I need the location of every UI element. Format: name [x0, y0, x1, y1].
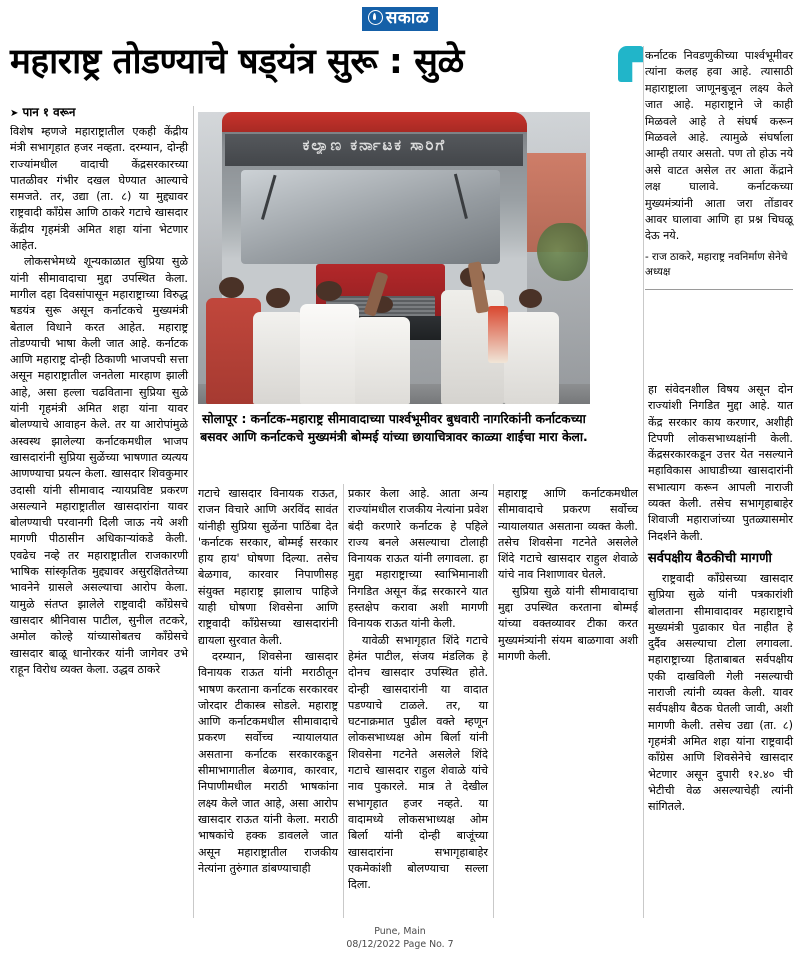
protester: [253, 285, 304, 404]
paragraph: प्रकार केला आहे. आता अन्य राज्यांमधील राजकीय नेत्यांना प्रवेश बंदी करणारे कर्नाटक हे पहिले राज्य बनले असल्याचा टोलाही विनायक राऊत यांनी लगावला. हा मुद्दा महाराष्ट्राच्या स्वाभिमानाशी निगडित असून केंद्र सरकारने यात हस्तक्षेप करावा अशी मागणी विनायक राऊत यांनी केली.: [348, 487, 488, 631]
column-divider: [193, 106, 194, 918]
masthead: [0, 0, 800, 30]
masthead-logo-text: सकाळ: [385, 8, 430, 28]
page-footer: [0, 926, 800, 951]
protester: [355, 292, 410, 404]
article-column-1: [10, 104, 188, 678]
article-column-5: [648, 382, 793, 815]
section-subheading: सर्वपक्षीय बैठकीची मागणी: [648, 550, 772, 566]
pull-quote-attribution: - राज ठाकरे, महाराष्ट्र नवनिर्माण सेनेचे अध्यक्ष: [645, 250, 788, 278]
protesters-crowd: [198, 235, 590, 404]
protester: [504, 285, 559, 404]
news-photo: [198, 112, 590, 404]
bus-roof-stripe: [222, 112, 528, 132]
article-column-2: [198, 486, 338, 877]
paragraph: राष्ट्रवादी काँग्रेसच्या खासदार सुप्रिया सुळे यांनी पत्रकारांशी बोलताना सीमावादावर महाराष्ट्राचे मुख्यमंत्री पुढाकार घेत नाहीत हे दुर्दैव असल्याचा टोला लगावला. महाराष्ट्राच्या हिताबाबत सर्वपक्षीय एकी दाखविली गेली नसल्याची नाराजी त्यांनी व्यक्त केली. यावर सर्वपक्षीय बैठक घेतली जावी, अशी मागणी केली. तसेच उद्या (ता. ८) गृहमंत्री अमित शहा यांना राष्ट्रवादी काँग्रेस आणि शिवसेनेचे खासदार भेटणार असून दुपारी १२.४० ची भेटीची वेळ असल्याचेही त्यांनी सांगितले.: [648, 571, 793, 814]
article-column-3: [348, 486, 488, 893]
photo-scene: [198, 112, 590, 404]
divider: [645, 289, 793, 290]
pull-quote-text: कर्नाटक निवडणुकीच्या पार्श्वभूमीवर त्यांना कलह हवा आहे. त्यासाठी महाराष्ट्राला जाणूनबुजून लक्ष्य केले जात आहे. महाराष्ट्राने जे काही मिळवले आहे ते संघर्ष करून मिळवले आहे. त्यामुळे संघर्षाला आम्ही तयार असतो. पण तो होऊ नये असे वाटत असेल तर आता केंद्राने लक्ष घालावे. कर्नाटकच्या मुख्यमंत्र्यांनी आता जरा तोंडावर आवर घालावा आणि हा प्रश्न चिघळू देऊ नये.: [645, 49, 793, 243]
column-divider: [493, 484, 494, 918]
bus-kannada-text: ಕಲ್ಯಾಣ ಕರ್ನಾಟಕ ಸಾರಿಗೆ: [302, 135, 447, 154]
quote-mark-icon: [618, 46, 644, 82]
article-column-4: [498, 486, 638, 665]
paragraph: महाराष्ट्र आणि कर्नाटकमधील सीमावादाचे प्रकरण सर्वोच्च न्यायालयात असताना व्यक्त केली. तसेच शिवसेना गटनेते असलेले शिंदे गटाचे खासदार राहुल शेवाळे यांचे नाव निशाणावर घेतले.: [498, 487, 638, 582]
chevron-right-icon: ➤: [10, 108, 19, 119]
jump-line-text: पान १ वरून: [22, 105, 76, 119]
water-drop-icon: [368, 10, 383, 25]
jump-line: [10, 104, 188, 122]
paragraph: विशेष म्हणजे महाराष्ट्रातील एकही केंद्रीय मंत्री सभागृहात हजर नव्हता. दरम्यान, दोन्ही राज्यांमधील वादाची केंद्रसरकारच्या पातळीवर गंभीर दखल घेण्यात आल्याचे समजते. तर, उद्या (ता. ८) या मुद्द्यावर राष्ट्रवादी काँग्रेस आणि ठाकरे गटाचे खासदार केंद्रीय गृहमंत्री अमित शहा यांना भेटणार आहेत.: [10, 125, 188, 253]
paragraph: सुप्रिया सुळे यांनी सीमावादाचा मुद्दा उपस्थित करताना बोम्मई यांच्या वक्तव्यावर टीका करत मुख्यमंत्र्यांनी संयम बाळगावा अशी मागणी केली.: [498, 584, 638, 663]
column-divider: [343, 484, 344, 918]
column-divider: [643, 46, 644, 918]
photo-caption: सोलापूर : कर्नाटक-महाराष्ट्र सीमावादाच्या पार्श्वभूमीवर बुधवारी नागरिकांनी कर्नाटकच्या बसवर आणि कर्नाटकचे मुख्यमंत्री बोम्मई यांच्या छायाचित्रावर काळ्या शाईचा मारा केला.: [200, 412, 588, 444]
sakal-logo: [362, 7, 438, 31]
paragraph: हा संवेदनशील विषय असून दोन राज्यांशी निगडित मुद्दा आहे. यात केंद्र सरकार काय करणार, अशीही टिपणी लोकसभाध्यक्षांनी केली. केंद्रसरकारकडून उत्तर येत नसल्याने महाविकास आघाडीच्या खासदारांनी सभात्याग करून आपली नाराजी व्यक्त केली. तसेच सभागृहाबाहेर शिवाजी महाराजांच्या पुतळ्यासमोर निदर्शने केली.: [648, 383, 793, 543]
footer-edition: Pune, Main: [374, 926, 426, 937]
saffron-scarf: [488, 306, 508, 364]
paragraph: गटाचे खासदार विनायक राऊत, राजन विचारे आणि अरविंद सावंत यांनीही सुप्रिया सुळेंना पाठिंबा देत 'कर्नाटक सरकार, बोम्मई सरकार हाय हाय' घोषणा दिल्या. तसेच बेळगाव, कारवार निपाणीसह संयुक्त महाराष्ट्र झालाच पाहिजे याही घोषणा शिवसेना आणि राष्ट्रवादी काँग्रेसच्या खासदारांनी द्यायला सुरवात केली.: [198, 487, 338, 647]
paragraph: दरम्यान, शिवसेना खासदार विनायक राऊत यांनी मराठीतून भाषण करताना कर्नाटक सरकारवर जोरदार टीकास्त्र सोडले. महाराष्ट्र आणि कर्नाटकमधील सीमावादाचे प्रकरण सर्वोच्च न्यायालयात असताना कर्नाटक सरकारकडून सीमाभागातील बेळगाव, कारवार, निपाणीमधील मराठी भाषकांना लक्ष्य केले जात आहे, असा आरोप खासदार राऊत यांनी केला. मराठी भाषकांचे हक्क डावलले जात असून महाराष्ट्रातील राजकीय नेत्यांना तुरुंगात डांबण्याचाही: [198, 649, 338, 875]
pull-quote-block: [645, 48, 793, 298]
paragraph: लोकसभेमध्ये शून्यकाळात सुप्रिया सुळे यांनी सीमावादाचा मुद्दा उपस्थित केला. मागील दहा दिवसांपासून महाराष्ट्राच्या विरुद्ध षडयंत्र सुरू असून कर्नाटकचे मुख्यमंत्री बेताल विधाने करत आहेत. महाराष्ट्र तोडण्याची भाषा केली जात आहे. कर्नाटक आणि महाराष्ट्र दोन्ही ठिकाणी भाजपची सत्ता असून महाराष्ट्रातील जनतेला मारहाण झाली आहे, असा हल्ला चढविताना सुप्रिया सुळे यांनी गृहमंत्री अमित शहा यांना यावर बोलण्याचे आवाहन केले. तर या आरोपांमुळे अस्वस्थ झालेल्या कर्नाटकमधील भाजप खासदारांनी सुप्रिया सुळेंच्या भाषणात व्यत्यय आणण्याचा प्रयत्न केला. खासदार शिवकुमार उदासी यांनी सीमावाद न्यायप्रविष्ट प्रकरण असल्याने महाराष्ट्रातील खासदारांना यावर बोलण्याची परवानगी दिली जाऊ नये अशी मागणी पीठासीन अधिकाऱ्यांकडे केली. एवढेच नव्हे तर महाराष्ट्रातील राजकारणी भाषिक सांस्कृतिक मुद्द्यावर असुरक्षिततेच्या भावनेने ग्रासले असल्याचा आरोप केला. यामुळे संतप्त झालेले राष्ट्रवादी काँग्रेसचे खासदार श्रीनिवास पाटील, सुनील तटकरे, अमोल कोल्हे यांच्यासोबतच काँग्रेसचे खासदार बाळू धानोरकर यांनी जागेवर उभे राहून विरोध व्यक्त केला. उद्धव ठाकरे: [10, 255, 188, 676]
protester: [300, 279, 359, 404]
paragraph: यावेळी सभागृहात शिंदे गटाचे हेमंत पाटील, संजय मंडलिक हे दोनच खासदार उपस्थित होते. दोन्ही खासदारांनी या वादात पडण्याचे टाळले. तर, या घटनाक्रमात पुढील वक्ते म्हणून लोकसभाध्यक्ष ओम बिर्ला यांनी शिवसेना गटनेते असलेले शिंदे गटाचे खासदार राहुल शेवाळे यांचे नाव पुकारले. मात्र ते देखील सभागृहात हजर नव्हते. या वादामध्ये लोकसभाध्यक्ष ओम बिर्ला यांनी दोन्ही बाजूंच्या खासदारांना सभागृहाबाहेर एकमेकांशी बोलण्याचा सल्ला दिला.: [348, 633, 488, 892]
footer-date-page: 08/12/2022 Page No. 7: [346, 938, 454, 950]
page-title: महाराष्ट्र तोडण्याचे षड्‌यंत्र सुरू : सुळे: [10, 42, 464, 82]
